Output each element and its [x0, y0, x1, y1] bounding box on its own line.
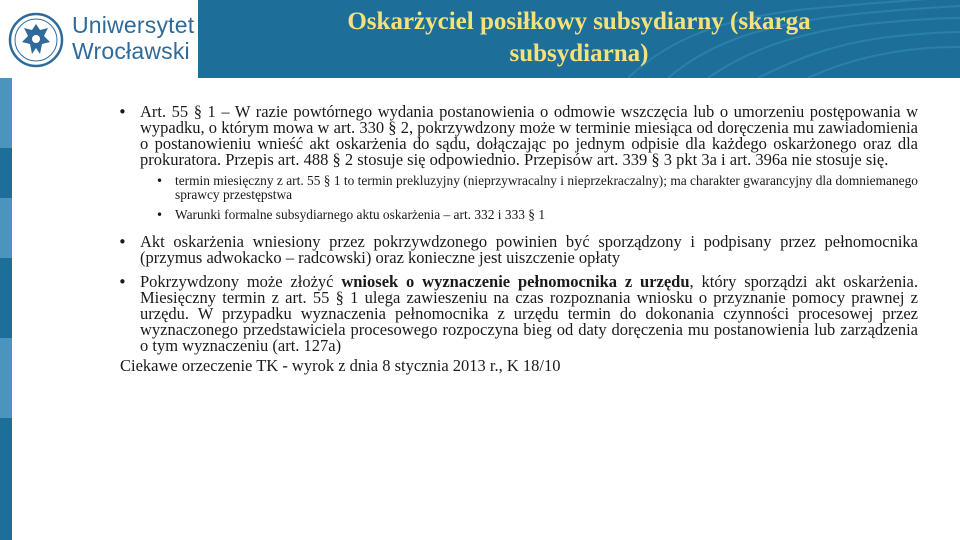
- bullet-item-3-text-bold: wniosek o wyznaczenie pełnomocnika z urzędu: [341, 272, 690, 291]
- left-accent-bar: [0, 78, 12, 540]
- accent-segment: [0, 338, 12, 418]
- accent-segment: [0, 78, 12, 148]
- bullet-item-3-text-post: , który sporządzi akt oskarżenia. Miesięczny termin z art. 55 § 1 ulega zawieszeniu na czas rozpoznania wniosku o przyznanie pomocy prawnej z urzędu. W przypadku wyznaczenia pełnomocnika z urzędu termin do dokonania czynności procesowej przez wyznaczonego przedstawiciela procesowego rozpoczyna bieg od daty doręczenia mu postanowienia lub zarządzenia o tym wyznaczeniu (art. 127a): [140, 272, 918, 355]
- university-logo: [0, 0, 198, 78]
- bullet-item-3-text-pre: Pokrzywdzony może złożyć: [140, 272, 342, 291]
- bullet-icon: •: [118, 103, 127, 121]
- bullet-item-1-text: Art. 55 § 1 – W razie powtórnego wydania postanowienia o odmowie wszczęcia lub o umorzeniu postępowania w wypadku, o którym mowa w art. 330 § 2, pokrzywdzony może w terminie miesiąca od doręczenia mu zawiadomienia o postanowieniu wnieść akt oskarżenia do sądu, dołączając po jednym odpisie dla każdego oskarżonego oraz dla prokuratora. Przepis art. 488 § 2 stosuje się odpowiednio. Przepisów art. 339 § 3 pkt 3a i art. 396a nie stosuje się.: [140, 102, 918, 169]
- logo-line-2: Wrocławski: [72, 38, 190, 64]
- bullet-item-2-text: Akt oskarżenia wniesiony przez pokrzywdzonego powinien być sporządzony i podpisany przez pełnomocnika (przymus adwokacko – radcowski) oraz konieczne jest uiszczenie opłaty: [140, 232, 918, 267]
- bullet-item-3: [118, 274, 918, 354]
- title-band: [198, 0, 960, 78]
- sub-bullet-item-1-text: termin miesięczny z art. 55 § 1 to termin prekluzyjny (nieprzywracalny i nieprzekraczalny); ma charakter gwarancyjny dla domniemanego sprawcy przestępstwa: [175, 173, 918, 202]
- slide-title-line-1: Oskarżyciel posiłkowy subsydiarny (skarga: [347, 8, 811, 35]
- logo-line-1: Uniwersytet: [72, 12, 195, 38]
- closing-line: Ciekawe orzeczenie TK - wyrok z dnia 8 stycznia 2013 r., K 18/10: [120, 356, 561, 375]
- bullet-icon: •: [118, 233, 127, 251]
- bullet-item-1: [118, 104, 918, 168]
- slide-title: [198, 6, 960, 70]
- sub-bullet-item-1: [118, 174, 918, 202]
- bullet-icon: •: [118, 273, 127, 291]
- bullet-item-2: [118, 234, 918, 266]
- sub-bullet-item-2: [118, 208, 918, 222]
- sub-bullet-item-2-text: Warunki formalne subsydiarnego aktu oskarżenia – art. 332 i 333 § 1: [175, 207, 546, 222]
- slide-content: [118, 104, 918, 374]
- sub-bullet-icon: •: [156, 208, 164, 222]
- accent-segment: [0, 198, 12, 258]
- slide-title-line-2: subsydiarna): [509, 40, 649, 67]
- logo-wordmark: [72, 12, 194, 64]
- university-crest-icon: [8, 10, 64, 70]
- sub-bullet-icon: •: [156, 174, 164, 188]
